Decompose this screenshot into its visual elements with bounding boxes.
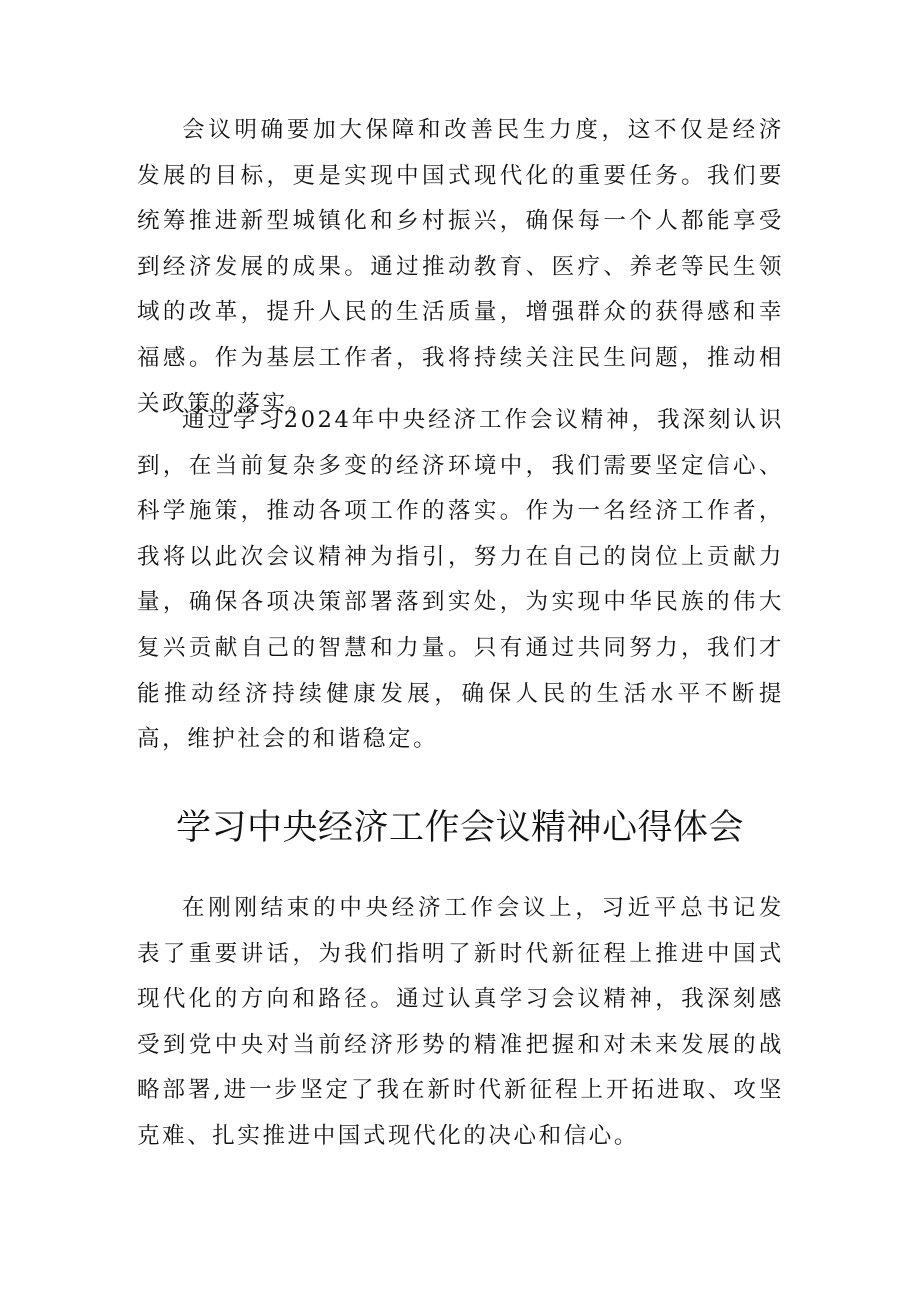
paragraph: 通过学习2024年中央经济工作会议精神，我深刻认识到，在当前复杂多变的经济环境中，我们需要坚定信心、科学施策，推动各项工作的落实。作为一名经济工作者，我将以此次会议精神为指引，努力在自己的岗位上贡献力量，确保各项决策部署落到实处，为实现中华民族的伟大复兴贡献自己的智慧和力量。只有通过共同努力，我们才能推动经济持续健康发展，确保人民的生活水平不断提高，维护社会的和谐稳定。 [137,407,784,753]
paragraph: 会议明确要加大保障和改善民生力度，这不仅是经济发展的目标，更是实现中国式现代化的重要任务。我们要统筹推进新型城镇化和乡村振兴，确保每一个人都能享受到经济发展的成果。通过推动教育、医疗、养老等民生领域的改革，提升人民的生活质量，增强群众的获得感和幸福感。作为基层工作者，我将持续关注民生问题，推动相关政策的落实。 [137,117,784,417]
section-title: 学习中央经济工作会议精神心得体会 [175,808,744,848]
paragraph: 在刚刚结束的中央经济工作会议上，习近平总书记发表了重要讲话，为我们指明了新时代新征程上推进中国式现代化的方向和路径。通过认真学习会议精神，我深刻感受到党中央对当前经济形势的精准把握和对未来发展的战略部署,进一步坚定了我在新时代新征程上开拓进取、攻坚克难、扎实推进中国式现代化的决心和信心。 [137,895,784,1149]
